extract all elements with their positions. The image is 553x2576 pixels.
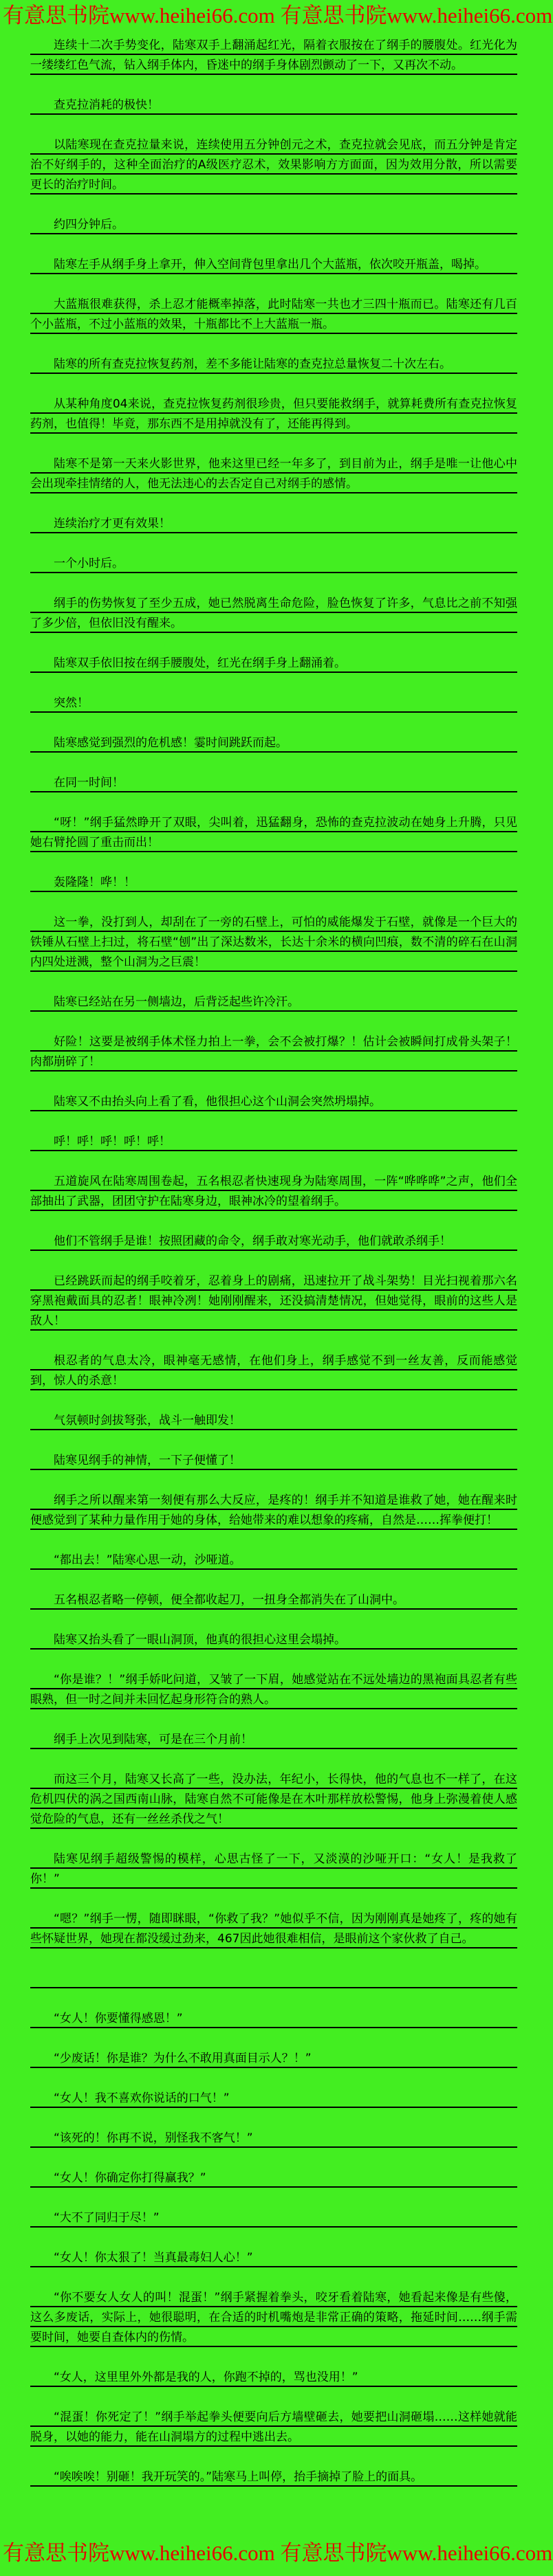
paragraph: 陆寒又不由抬头向上看了看，他很担心这个山洞会突然坍塌掉。 [30,1092,517,1112]
paragraph: 陆寒见纲手的神情，一下子便懂了！ [30,1451,517,1471]
paragraph: “大不了同归于尽！” [30,2208,517,2228]
paragraph: 已经跳跃而起的纲手咬着牙，忍着身上的剧痛，迅速拉开了战斗架势！目光扫视着那六名穿黑袍戴面具的忍者！眼神冷冽！她刚刚醒来，还没搞清楚情况，但她觉得，眼前的这些人是敌人！ [30,1272,517,1331]
watermark-top: 有意思书院www.heihei66.com 有意思书院www.heihei66.com [3,3,553,27]
paragraph: 陆寒感觉到强烈的危机感！霎时间跳跃而起。 [30,733,517,753]
paragraph: “混蛋！你死定了！”纲手举起拳头便要向后方墙壁砸去，她要把山洞砸塌……这样她就能脱身，以她的能力，能在山洞塌方的过程中逃出去。 [30,2408,517,2447]
paragraph: 陆寒又抬头看了一眼山洞顶，他真的很担心这里会塌掉。 [30,1630,517,1650]
paragraph: “唉唉唉！别砸！我开玩笑的。”陆寒马上叫停，抬手摘掉了脸上的面具。 [30,2467,517,2487]
paragraph: 这一拳，没打到人，却刮在了一旁的石壁上，可怕的威能爆发于石壁，就像是一个巨大的铁锤从石壁上扫过，将石壁“刨”出了深达数米，长达十余米的横向凹痕，数不清的碎石在山洞内四处迸溅，整个山洞为之巨震！ [30,913,517,973]
watermark-bottom: 有意思书院www.heihei66.com 有意思书院www.heihei66.com [3,2541,553,2565]
paragraph: 从某种角度04来说，查克拉恢复药剂很珍贵，但只要能救纲手，就算耗费所有查克拉恢复药剂，也值得！毕竟，那东西不是用掉就没有了，还能再得到。 [30,395,517,434]
paragraph: 陆寒的所有查克拉恢复药剂，差不多能让陆寒的查克拉总量恢复二十次左右。 [30,355,517,375]
paragraph: 陆寒左手从纲手身上拿开，伸入空间背包里拿出几个大蓝瓶，依次咬开瓶盖，喝掉。 [30,255,517,275]
paragraph: 陆寒双手依旧按在纲手腰腹处，红光在纲手身上翻涌着。 [30,654,517,674]
paragraph: 连续治疗才更有效果！ [30,514,517,534]
paragraph: “女人！你太狠了！当真最毒妇人心！” [30,2248,517,2268]
paragraph: “女人，这里里外外都是我的人，你跑不掉的，骂也没用！” [30,2368,517,2388]
paragraph: 呼！呼！呼！呼！呼！ [30,1132,517,1152]
paragraph: 轰隆隆！哗！！ [30,873,517,893]
paragraph: 他们不管纲手是谁！按照团藏的命令，纲手敢对寒光动手，他们就敢杀纲手！ [30,1232,517,1252]
paragraph: 突然！ [30,693,517,713]
paragraph: 陆寒见纲手超级警惕的模样，心思古怪了一下，又淡漠的沙哑开口：“女人！是我救了你！” [30,1850,517,1889]
paragraph: 连续十二次手势变化，陆寒双手上翻涌起红光，隔着衣服按在了纲手的腰腹处。红光化为一缕缕红色气流，钻入纲手体内，昏迷中的纲手身体剧烈颤动了一下，又再次不动。 [30,36,517,76]
paragraph: 好险！这要是被纲手体术怪力拍上一拳，会不会被打爆？！估计会被瞬间打成骨头架子！肉都崩碎了！ [30,1032,517,1072]
paragraph: 在同一时间！ [30,773,517,793]
paragraph: 五名根忍者略一停顿，便全都收起刀，一扭身全都消失在了山洞中。 [30,1590,517,1610]
paragraph: “少废话！你是谁？为什么不敢用真面目示人？！” [30,2049,517,2069]
paragraph: 陆寒已经站在另一侧墙边，后背泛起些许冷汗。 [30,992,517,1012]
paragraph: “该死的！你再不说，别怪我不客气！” [30,2129,517,2148]
paragraph: 约四分钟后。 [30,215,517,235]
paragraph: “你不要女人女人的叫！混蛋！”纲手紧握着拳头，咬牙看着陆寒，她看起来像是有些傻，这么多废话，实际上，她很聪明，在合适的时机嘴炮是非常正确的策略，拖延时间……纲手需要时间，她要自查体内的伤情。 [30,2288,517,2348]
paragraph: 纲手上次见到陆寒，可是在三个月前！ [30,1730,517,1750]
paragraph: 以陆寒现在查克拉量来说，连续使用五分钟创元之术，查克拉就会见底，而五分钟是肯定治不好纲手的，这种全面治疗的A级医疗忍术，效果影响方方面面，因为效用分散，所以需要更长的治疗时间。 [30,135,517,195]
paragraph: “都出去！”陆寒心思一动，沙哑道。 [30,1551,517,1570]
paragraph: “女人！你确定你打得赢我？” [30,2168,517,2188]
paragraph: 五道旋风在陆寒周围卷起，五名根忍者快速现身为陆寒周围，一阵“哗哗哗”之声，他们全部抽出了武器，团团守护在陆寒身边，眼神冰冷的望着纲手。 [30,1172,517,1212]
paragraph: 一个小时后。 [30,554,517,574]
paragraph [30,1969,517,1989]
paragraph: 大蓝瓶很难获得，杀上忍才能概率掉落，此时陆寒一共也才三四十瓶而已。陆寒还有几百个小蓝瓶，不过小蓝瓶的效果，十瓶都比不上大蓝瓶一瓶。 [30,295,517,335]
paragraph: “嗯？”纲手一愣，随即眯眼，“你救了我？”她似乎不信，因为刚刚真是她疼了，疼的她有些怀疑世界，她现在都没缓过劲来，467因此她很难相信，是眼前这个家伙救了自己。 [30,1909,517,1949]
paragraph: 根忍者的气息太冷，眼神毫无感情，在他们身上，纲手感觉不到一丝友善，反而能感觉到，惊人的杀意！ [30,1351,517,1391]
paragraph: 而这三个月，陆寒又长高了一些，没办法，年纪小，长得快，他的气息也不一样了，在这危机四伏的涡之国西南山脉，陆寒自然不可能像是在木叶那样放松警惕，他身上弥漫着使人感觉危险的气息，还有一丝丝杀伐之气！ [30,1770,517,1830]
paragraph: 纲手的伤势恢复了至少五成，她已然脱离生命危险，脸色恢复了许多，气息比之前不知强了多少倍，但依旧没有醒来。 [30,594,517,634]
paragraph: 陆寒不是第一天来火影世界，他来这里已经一年多了，到目前为止，纲手是唯一让他心中会出现牵挂情绪的人，他无法违心的去否定自己对纲手的感情。 [30,454,517,494]
novel-body [30,36,517,2507]
paragraph: 气氛顿时剑拔弩张，战斗一触即发！ [30,1411,517,1431]
paragraph: “你是谁？！”纲手娇叱问道，又皱了一下眉，她感觉站在不远处墙边的黑袍面具忍者有些眼熟，但一时之间并未回忆起身形符合的熟人。 [30,1670,517,1710]
paragraph: 查克拉消耗的极快！ [30,96,517,115]
paragraph: 纲手之所以醒来第一刻便有那么大反应，是疼的！纲手并不知道是谁救了她，她在醒来时便感觉到了某种力量作用于她的身体，给她带来的难以想象的疼痛，自然是……挥拳便打！ [30,1491,517,1531]
paragraph: “呀！”纲手猛然睁开了双眼，尖叫着，迅猛翻身，恐怖的查克拉波动在她身上升腾，只见她右臂抡圆了重击而出！ [30,813,517,853]
paragraph: “女人！我不喜欢你说话的口气！” [30,2089,517,2109]
paragraph: “女人！你要懂得感恩！” [30,2009,517,2029]
